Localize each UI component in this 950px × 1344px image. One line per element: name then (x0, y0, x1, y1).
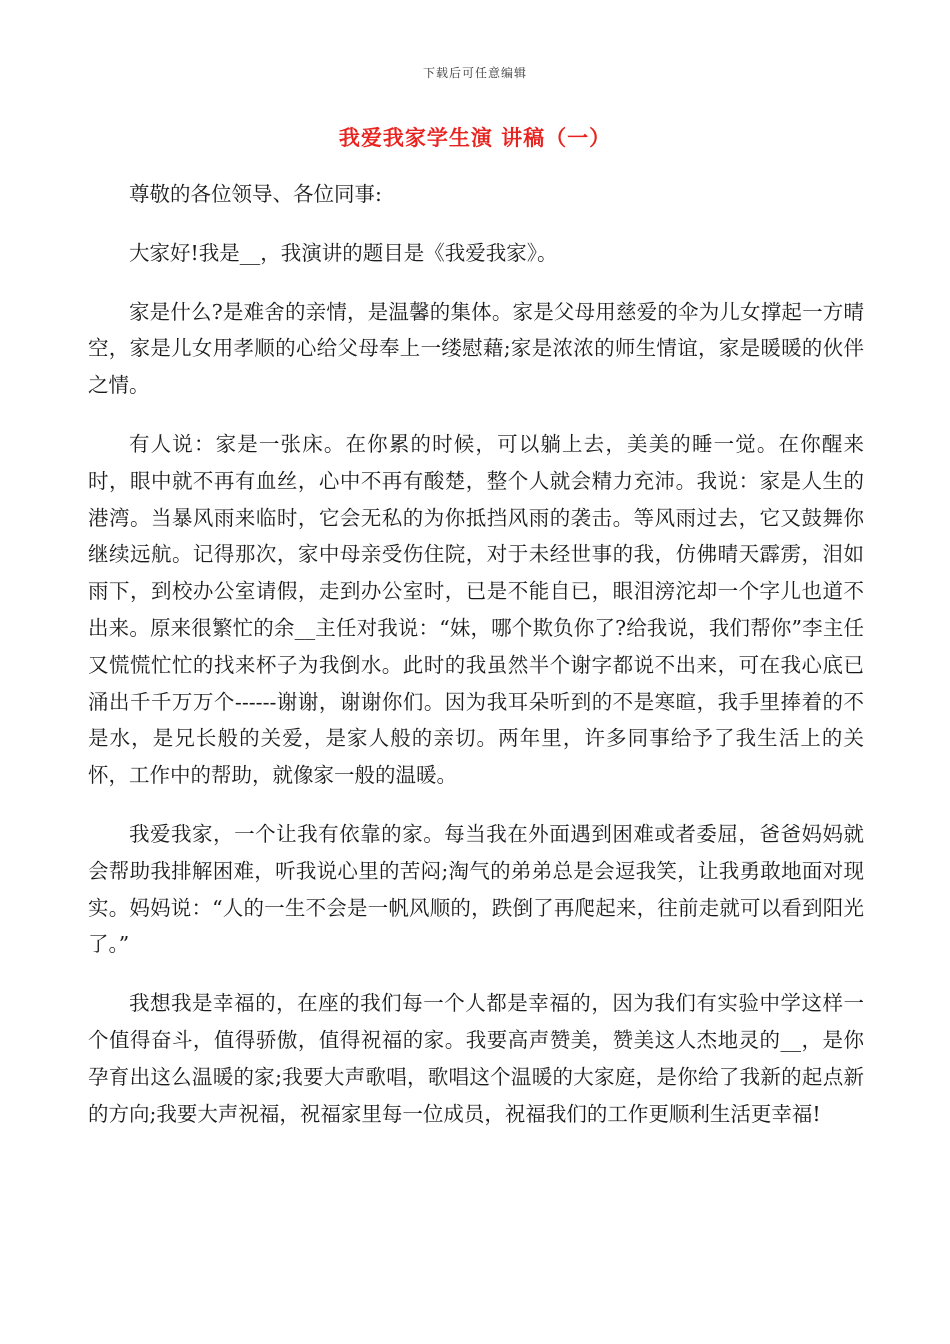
paragraph-what-is-home: 家是什么?是难舍的亲情，是温馨的集体。家是父母用慈爱的伞为儿女撑起一方晴空，家是儿女用孝顺的心给父母奉上一缕慰藉;家是浓浓的师生情谊，家是暖暖的伙伴之情。 (88, 299, 864, 398)
paragraph-salutation: 尊敬的各位领导、各位同事: (129, 182, 382, 206)
paragraph-i-love-my-home: 我爱我家，一个让我有依靠的家。每当我在外面遇到困难或者委屈，爸爸妈妈就会帮助我排解困难，听我说心里的苦闷;淘气的弟弟总是会逗我笑，让我勇敢地面对现实。妈妈说：“人的一生不会是一帆风顺的，跌倒了再爬起来，往前走就可以看到阳光了。” (88, 821, 864, 957)
paragraph-closing: 我想我是幸福的，在座的我们每一个人都是幸福的，因为我们有实验中学这样一个值得奋斗，值得骄傲，值得祝福的家。我要高声赞美，赞美这人杰地灵的__，是你孕育出这么温暖的家;我要大声歌唱，歌唱这个温暖的大家庭，是你给了我新的起点新的方向;我要大声祝福，祝福家里每一位成员，祝福我们的工作更顺利生活更幸福! (88, 991, 864, 1126)
document-title: 我爱我家学生演 讲稿（一） (338, 125, 612, 150)
document-body (88, 176, 864, 1154)
paragraph-greeting: 大家好!我是__，我演讲的题目是《我爱我家》。 (129, 240, 558, 265)
paragraph-home-is-a-bed: 有人说：家是一张床。在你累的时候，可以躺上去，美美的睡一觉。在你醒来时，眼中就不再有血丝，心中不再有酸楚，整个人就会精力充沛。我说：家是人生的港湾。当暴风雨来临时，它会无私的为你抵挡风雨的袭击。等风雨过去，它又鼓舞你继续远航。记得那次，家中母亲受伤住院，对于未经世事的我，仿佛晴天霹雳，泪如雨下，到校办公室请假，走到办公室时，已是不能自已，眼泪滂沱却一个字儿也道不出来。原来很繁忙的余__主任对我说：“妹，哪个欺负你了?给我说，我们帮你”李主任又慌慌忙忙的找来杯子为我倒水。此时的我虽然半个谢字都说不出来，可在我心底已涌出千千万万个------谢谢，谢谢你们。因为我耳朵听到的不是寒暄，我手里捧着的不是水，是兄长般的关爱，是家人般的亲切。两年里，许多同事给予了我生活上的关怀，工作中的帮助，就像家一般的温暖。 (88, 431, 864, 788)
header-note: 下载后可任意编辑 (422, 66, 527, 80)
